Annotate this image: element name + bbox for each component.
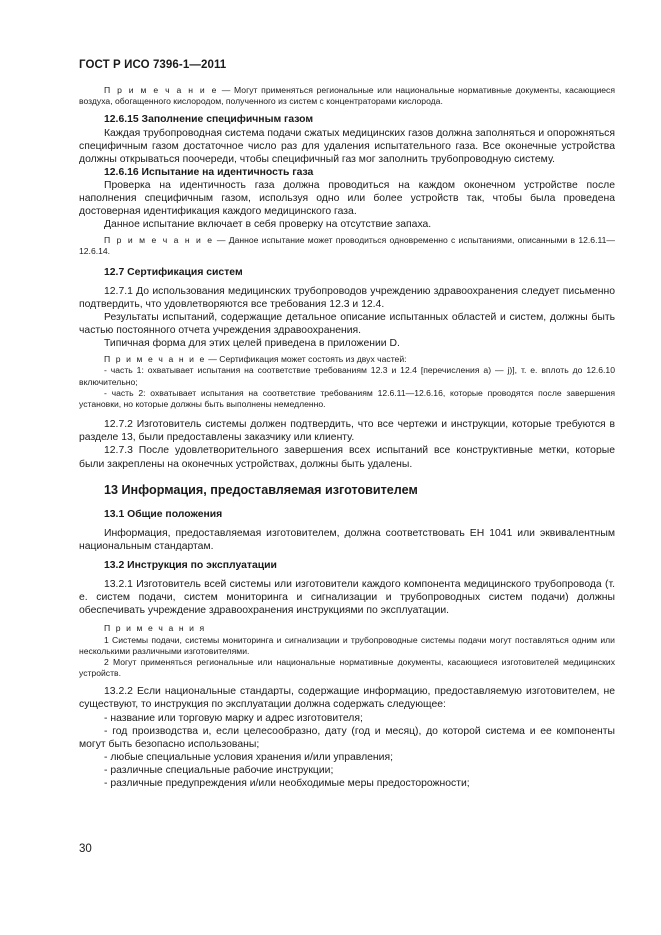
list-item: - различные специальные рабочие инструкции;	[104, 764, 334, 776]
paragraph-12-7-2: 12.7.2 Изготовитель системы должен подтвердить, что все чертежи и инструкции, которые требуются в разделе 13, были предоставлены заказчику или клиенту.	[79, 419, 615, 444]
note-certification-head	[79, 354, 615, 365]
paragraph-13-2-2: 13.2.2 Если национальные стандарты, содержащие информацию, предоставляемую изготовителем, не существуют, то инструкция по эксплуатации должна содержать следующее:	[79, 686, 615, 711]
list-item: - различные предупреждения и/или необходимые меры предосторожности;	[104, 778, 470, 790]
note-oxygen	[79, 85, 615, 107]
paragraph-12-6-16-a: Проверка на идентичность газа должна проводиться на каждом оконечном устройстве после наполнения специфичным газом, используя одно или более устройств так, чтобы была проведена достоверная идентификация каждого медицинского газа.	[79, 179, 615, 218]
heading-13-1: 13.1 Общие положения	[104, 508, 223, 520]
note-label: П р и м е ч а н и е	[104, 235, 214, 246]
document-header: ГОСТ Р ИСО 7396-1—2011	[79, 59, 227, 71]
paragraph-12-7-3: 12.7.3 После удовлетворительного завершения всех испытаний все конструктивные метки, которые были закреплены на оконечных устройствах, должны быть удалены.	[79, 445, 615, 470]
notes-item-1: 1 Системы подачи, системы мониторинга и сигнализации и трубопроводные системы подачи могут поставляться одним или несколькими различными изготовителями.	[79, 634, 615, 656]
note-item-part2: - часть 2: охватывает испытания на соответствие требованиям 12.6.11—12.6.16, которые проводятся после завершения установки, но которые должны быть выполнены немедленно.	[79, 387, 615, 410]
note-label: П р и м е ч а н и е	[104, 85, 218, 95]
notes-item-2: 2 Могут применяться региональные или национальные нормативные документы, касающиеся изготовителей медицинских устройств.	[79, 656, 615, 679]
note-text: — Могут применяться региональные или национальные нормативные документы, касающиеся воздуха, обогащенного кислородом, полученного из систем с концентраторами кислорода.	[79, 85, 616, 107]
document-body	[79, 85, 615, 790]
heading-12-6-16: 12.6.16 Испытание на идентичность газа	[104, 166, 314, 178]
note-certification	[79, 354, 615, 410]
note-text: — Сертификация может состоять из двух частей:	[205, 354, 407, 365]
paragraph-12-6-15: Каждая трубопроводная система подачи сжатых медицинских газов должна заполняться и опорожняться специфичным газом достаточное число раз для удаления испытательного газа. Все оконечные устройства должны открываться поочереди, чтобы специфичный газ мог заполнить трубопроводную систему.	[79, 127, 615, 165]
paragraph-12-7-1-c: Типичная форма для этих целей приведена в приложении D.	[104, 338, 400, 350]
heading-13-2: 13.2 Инструкция по эксплуатации	[104, 559, 277, 571]
paragraph-13-2-1: 13.2.1 Изготовитель всей системы или изготовители каждого компонента медицинского трубопровода (т. е. систем подачи, систем мониторинга и сигнализации и трубопроводных систем подачи) должны обеспечивать учреждение здравоохранения инструкциями по эксплуатации.	[79, 579, 615, 617]
list-item: - любые специальные условия хранения и/или управления;	[104, 751, 393, 763]
heading-12-7: 12.7 Сертификация систем	[104, 266, 243, 278]
heading-12-6-15: 12.6.15 Заполнение специфичным газом	[104, 114, 314, 126]
paragraph-12-6-16-b: Данное испытание включает в себя проверку на отсутствие запаха.	[104, 219, 432, 231]
list-item: - год производства и, если целесообразно, дату (год и месяц), до которой система и ее компоненты могут быть безопасно использованы;	[79, 725, 615, 750]
note-label: П р и м е ч а н и е	[104, 354, 206, 365]
paragraph-13-1: Информация, предоставляемая изготовителем, должна соответствовать ЕН 1041 или эквивалентным национальным стандартам.	[79, 527, 615, 552]
notes-label: П р и м е ч а н и я	[104, 623, 206, 634]
list-item: - название или торговую марку и адрес изготовителя;	[104, 712, 363, 724]
notes-13-2-1	[79, 623, 615, 679]
page-number: 30	[79, 843, 92, 855]
note-item-part1: - часть 1: охватывает испытания на соответствие требованиям 12.3 и 12.4 [перечисления а) — j)], т. е. вплоть до 12.6.10 включительно;	[79, 365, 615, 387]
paragraph-12-7-1: 12.7.1 До использования медицинских трубопроводов учреждению здравоохранения следует письменно подтвердить, что удовлетворяются все требования 12.3 и 12.4.	[79, 285, 615, 310]
note-simultaneous-tests	[79, 235, 615, 257]
paragraph-12-7-1-b: Результаты испытаний, содержащие детальное описание испытанных областей и систем, должны быть частью постоянного отчета учреждения здравоохранения.	[79, 311, 615, 337]
section-heading-13: 13 Информация, предоставляемая изготовителем	[104, 482, 418, 497]
note-text: — Данное испытание может проводиться одновременно с испытаниями, описанными в 12.6.11—12.6.14.	[79, 235, 615, 257]
